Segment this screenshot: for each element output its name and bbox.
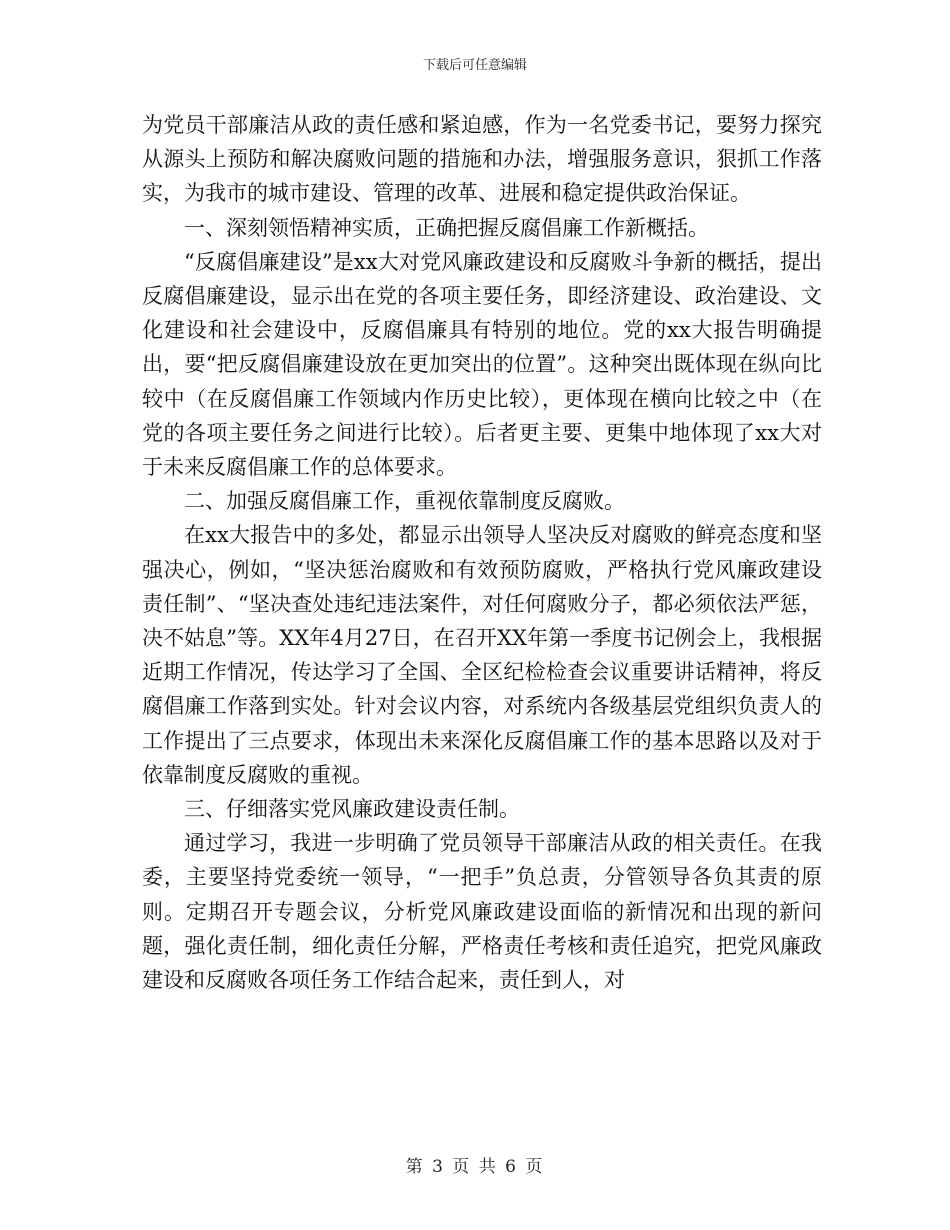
section-heading: 三、仔细落实党风廉政建设责任制。 (184, 797, 520, 822)
header-note: 下载后可任意编辑 (422, 58, 527, 73)
section-heading: 二、加强反腐倡廉工作，重视依靠制度反腐败。 (184, 489, 625, 514)
paragraph: 在xx大报告中的多处，都显示出领导人坚决反对腐败的鲜亮态度和坚强决心，例如，“坚决惩治腐败和有效预防腐败，严格执行党风廉政建设责任制”、“坚决查处违纪违法案件，对任何腐败分子，都必须依法严惩，决不姑息”等。XX年4月27日，在召开XX年第一季度书记例会上，我根据近期工作情况，传达学习了全国、全区纪检检查会议重要讲话精神，将反腐倡廉工作落到实处。针对会议内容，对系统内各级基层党组织负责人的工作提出了三点要求，体现出未来深化反腐倡廉工作的基本思路以及对于依靠制度反腐败的重视。 (142, 523, 822, 787)
paragraph: “反腐倡廉建设”是xx大对党风廉政建设和反腐败斗争新的概括，提出反腐倡廉建设，显示出在党的各项主要任务，即经济建设、政治建设、文化建设和社会建设中，反腐倡廉具有特别的地位。党的xx大报告明确提出，要“把反腐倡廉建设放在更加突出的位置”。这种突出既体现在纵向比较中（在反腐倡廉工作领域内作历史比较），更体现在横向比较之中（在党的各项主要任务之间进行比较）。后者更主要、更集中地体现了xx大对于未来反腐倡廉工作的总体要求。 (142, 249, 822, 480)
paragraph: 为党员干部廉洁从政的责任感和紧迫感，作为一名党委书记，要努力探究从源头上预防和解决腐败问题的措施和办法，增强服务意识，狠抓工作落实，为我市的城市建设、管理的改革、进展和稳定提供政治保证。 (142, 113, 822, 206)
paragraph: 通过学习，我进一步明确了党员领导干部廉洁从政的相关责任。在我委，主要坚持党委统一领导，“一把手”负总责，分管领导各负其责的原则。定期召开专题会议，分析党风廉政建设面临的新情况和出现的新问题，强化责任制，细化责任分解，严格责任考核和责任追究，把党风廉政建设和反腐败各项任务工作结合起来，责任到人，对 (142, 831, 822, 993)
page-number: 第 3 页 共 6 页 (405, 1157, 545, 1177)
section-heading: 一、深刻领悟精神实质，正确把握反腐倡廉工作新概括。 (184, 215, 709, 240)
document-body (142, 108, 822, 997)
